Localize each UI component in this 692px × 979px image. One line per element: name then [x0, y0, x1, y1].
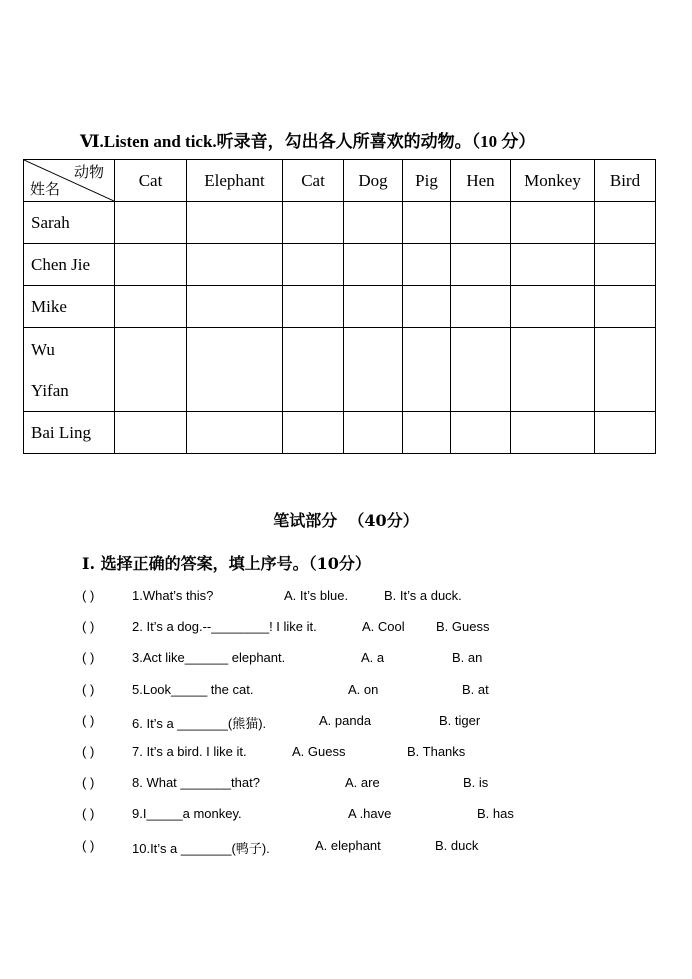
tick-cell[interactable] [283, 244, 344, 286]
tick-cell[interactable] [344, 202, 403, 244]
tick-cell[interactable] [511, 202, 595, 244]
question-row [82, 806, 682, 826]
tick-cell[interactable] [115, 286, 187, 328]
option-a: A. Guess [292, 744, 346, 759]
table-header-row [24, 160, 656, 202]
tick-cell[interactable] [403, 412, 451, 454]
tick-cell[interactable] [403, 202, 451, 244]
tick-cell[interactable] [403, 286, 451, 328]
question-stem: 5.Look_____ the cat. [132, 682, 254, 697]
question-row [82, 744, 682, 764]
tick-cell[interactable] [511, 244, 595, 286]
row-name [24, 328, 115, 412]
table-row [24, 244, 656, 286]
answer-blank[interactable]: ( ) [82, 838, 95, 853]
column-header: Hen [451, 160, 511, 202]
question-row [82, 713, 682, 733]
question-row [82, 838, 682, 858]
tick-cell[interactable] [283, 412, 344, 454]
tick-cell[interactable] [283, 202, 344, 244]
tick-cell[interactable] [595, 412, 656, 454]
question-stem: 8. What _______that? [132, 775, 260, 790]
answer-blank[interactable]: ( ) [82, 806, 95, 821]
question-row [82, 588, 682, 608]
question-row [82, 775, 682, 795]
tick-cell[interactable] [115, 328, 187, 412]
row-name-line: Yifan [31, 380, 69, 400]
question-row [82, 619, 682, 639]
tick-cell[interactable] [115, 202, 187, 244]
option-b: B. duck [435, 838, 479, 853]
column-header: Monkey [511, 160, 595, 202]
section-1-title: Ⅰ. 选择正确的答案，填上序号。（10分） [82, 554, 371, 573]
option-b: B. Thanks [407, 744, 466, 759]
option-a: A. a [361, 650, 385, 665]
column-header: Cat [283, 160, 344, 202]
answer-blank[interactable]: ( ) [82, 775, 95, 790]
option-a: A. It’s blue. [284, 588, 349, 603]
section-6-title: Ⅵ.Listen and tick.听录音，勾出各人所喜欢的动物。（10 分） [80, 132, 536, 151]
option-b: B. an [452, 650, 483, 665]
option-a: A. Cool [362, 619, 405, 634]
option-b: B. has [477, 806, 514, 821]
header-animals-label: 动物 [73, 163, 104, 181]
tick-cell[interactable] [344, 286, 403, 328]
header-names-label: 姓名 [30, 180, 61, 198]
tick-cell[interactable] [595, 286, 656, 328]
tick-cell[interactable] [511, 412, 595, 454]
tick-cell[interactable] [283, 328, 344, 412]
tick-cell[interactable] [187, 328, 283, 412]
column-header: Cat [115, 160, 187, 202]
option-b: B. at [462, 682, 489, 697]
option-b: B. tiger [439, 713, 481, 728]
tick-cell[interactable] [595, 202, 656, 244]
tick-cell[interactable] [595, 328, 656, 412]
written-part-title: 笔试部分 （40分） [273, 511, 419, 530]
tick-cell[interactable] [283, 286, 344, 328]
question-stem: 3.Act like______ elephant. [132, 650, 286, 665]
listen-tick-table [23, 159, 656, 454]
tick-cell[interactable] [451, 328, 511, 412]
question-stem: 9.I_____a monkey. [132, 806, 242, 821]
answer-blank[interactable]: ( ) [82, 744, 95, 759]
row-name: Sarah [24, 202, 115, 244]
column-header: Pig [403, 160, 451, 202]
answer-blank[interactable]: ( ) [82, 588, 95, 603]
option-a: A. on [348, 682, 379, 697]
question-stem: 7. It’s a bird. I like it. [132, 744, 247, 759]
tick-cell[interactable] [511, 328, 595, 412]
tick-cell[interactable] [451, 412, 511, 454]
diagonal-header-cell [24, 160, 115, 202]
table-row [24, 286, 656, 328]
option-a: A. elephant [315, 838, 381, 853]
table-row [24, 328, 656, 412]
tick-cell[interactable] [451, 286, 511, 328]
answer-blank[interactable]: ( ) [82, 682, 95, 697]
option-a: A .have [348, 806, 392, 821]
question-row [82, 650, 682, 670]
tick-cell[interactable] [187, 412, 283, 454]
tick-cell[interactable] [403, 244, 451, 286]
column-header: Elephant [187, 160, 283, 202]
tick-cell[interactable] [187, 202, 283, 244]
answer-blank[interactable]: ( ) [82, 619, 95, 634]
tick-cell[interactable] [451, 202, 511, 244]
tick-cell[interactable] [344, 412, 403, 454]
option-a: A. panda [319, 713, 372, 728]
column-header: Dog [344, 160, 403, 202]
tick-cell[interactable] [344, 328, 403, 412]
tick-cell[interactable] [187, 244, 283, 286]
tick-cell[interactable] [187, 286, 283, 328]
column-header: Bird [595, 160, 656, 202]
question-stem: 1.What’s this? [132, 588, 214, 603]
tick-cell[interactable] [451, 244, 511, 286]
option-b: B. It’s a duck. [384, 588, 462, 603]
tick-cell[interactable] [115, 244, 187, 286]
answer-blank[interactable]: ( ) [82, 713, 95, 728]
answer-blank[interactable]: ( ) [82, 650, 95, 665]
question-stem: 10.It’s a _______(鸭子). [132, 841, 270, 856]
tick-cell[interactable] [115, 412, 187, 454]
table-row [24, 202, 656, 244]
tick-cell[interactable] [511, 286, 595, 328]
question-stem: 6. It’s a _______(熊猫). [132, 716, 267, 731]
table-row [24, 412, 656, 454]
option-b: B. Guess [436, 619, 490, 634]
row-name: Chen Jie [24, 244, 115, 286]
tick-cell[interactable] [403, 328, 451, 412]
option-a: A. are [345, 775, 380, 790]
question-stem: 2. It’s a dog.--________! I like it. [132, 619, 317, 634]
row-name-line: Wu [31, 339, 55, 359]
row-name: Bai Ling [24, 412, 115, 454]
option-b: B. is [463, 775, 489, 790]
tick-cell[interactable] [344, 244, 403, 286]
tick-cell[interactable] [595, 244, 656, 286]
row-name: Mike [24, 286, 115, 328]
question-row [82, 682, 682, 702]
